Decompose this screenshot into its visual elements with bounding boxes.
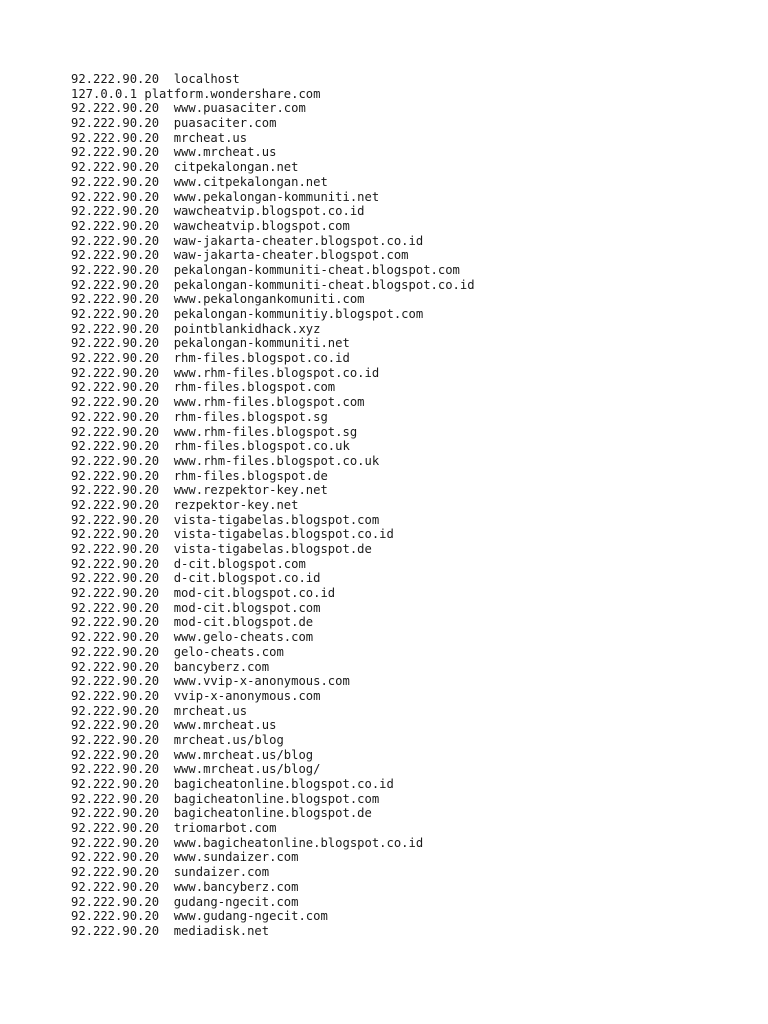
hosts-entry-line: 92.222.90.20 waw-jakarta-cheater.blogspot.co.id [71, 233, 424, 248]
hosts-entry-line: 92.222.90.20 bancyberz.com [71, 659, 270, 674]
hosts-entry-line: 92.222.90.20 gudang-ngecit.com [71, 894, 299, 909]
hosts-entry-line: 92.222.90.20 pekalongan-kommuniti-cheat.blogspot.com [71, 262, 460, 277]
hosts-entry-line: 92.222.90.20 www.rhm-files.blogspot.com [71, 395, 365, 410]
hosts-entry-line: 92.222.90.20 mrcheat.us [71, 130, 248, 145]
hosts-entry-line: 92.222.90.20 rhm-files.blogspot.com [71, 380, 336, 395]
hosts-entry-line: 92.222.90.20 rhm-files.blogspot.co.id [71, 351, 350, 366]
hosts-entry-line: 92.222.90.20 vista-tigabelas.blogspot.com [71, 512, 380, 527]
hosts-entry-line: 92.222.90.20 bagicheatonline.blogspot.com [71, 791, 380, 806]
hosts-entry-line: 92.222.90.20 d-cit.blogspot.com [71, 556, 306, 571]
hosts-entry-line: 127.0.0.1 platform.wondershare.com [71, 86, 321, 101]
hosts-entry-line: 92.222.90.20 www.bagicheatonline.blogspot.co.id [71, 835, 424, 850]
hosts-entry-line: 92.222.90.20 citpekalongan.net [71, 160, 299, 175]
hosts-entry-line: 92.222.90.20 puasaciter.com [71, 116, 277, 131]
hosts-entry-line: 92.222.90.20 www.mrcheat.us/blog/ [71, 762, 321, 777]
hosts-entry-line: 92.222.90.20 www.vvip-x-anonymous.com [71, 674, 350, 689]
hosts-entry-line: 92.222.90.20 localhost [71, 72, 240, 86]
hosts-entry-line: 92.222.90.20 wawcheatvip.blogspot.com [71, 218, 350, 233]
hosts-entry-line: 92.222.90.20 rhm-files.blogspot.de [71, 468, 328, 483]
hosts-entry-line: 92.222.90.20 mod-cit.blogspot.co.id [71, 586, 336, 601]
hosts-entry-line: 92.222.90.20 wawcheatvip.blogspot.co.id [71, 204, 365, 219]
hosts-entry-line: 92.222.90.20 waw-jakarta-cheater.blogspot.com [71, 248, 409, 263]
hosts-entry-line: 92.222.90.20 pekalongan-kommunitiy.blogspot.com [71, 307, 424, 321]
hosts-entry-line: 92.222.90.20 sundaizer.com [71, 865, 270, 880]
hosts-entry-line: 92.222.90.20 triomarbot.com [71, 821, 277, 836]
hosts-entry-line: 92.222.90.20 rhm-files.blogspot.sg [71, 409, 328, 424]
hosts-entry-line: 92.222.90.20 www.rhm-files.blogspot.co.uk [71, 453, 380, 468]
hosts-entry-line: 92.222.90.20 mrcheat.us [71, 703, 248, 718]
hosts-entry-line: 92.222.90.20 rezpektor-key.net [71, 497, 299, 512]
hosts-entry-line: 92.222.90.20 pointblankidhack.xyz [71, 321, 321, 336]
hosts-entry-line: 92.222.90.20 www.gelo-cheats.com [71, 630, 314, 645]
hosts-entry-line: 92.222.90.20 mrcheat.us/blog [71, 732, 284, 747]
hosts-entry-line: 92.222.90.20 rhm-files.blogspot.co.uk [71, 439, 350, 454]
hosts-entry-line: 92.222.90.20 www.mrcheat.us/blog [71, 747, 314, 762]
hosts-entry-line: 92.222.90.20 www.pekalongan-kommuniti.net [71, 189, 380, 204]
hosts-entry-line: 92.222.90.20 mediadisk.net [71, 923, 270, 938]
hosts-entry-line: 92.222.90.20 bagicheatonline.blogspot.de [71, 806, 372, 821]
hosts-entry-line: 92.222.90.20 vista-tigabelas.blogspot.de [71, 542, 372, 556]
hosts-entry-line: 92.222.90.20 d-cit.blogspot.co.id [71, 571, 321, 586]
hosts-entry-line: 92.222.90.20 vvip-x-anonymous.com [71, 688, 321, 703]
hosts-entry-line: 92.222.90.20 www.rezpektor-key.net [71, 483, 328, 498]
hosts-entry-line: 92.222.90.20 www.gudang-ngecit.com [71, 909, 328, 924]
hosts-entry-line: 92.222.90.20 pekalongan-kommuniti-cheat.blogspot.co.id [71, 277, 475, 292]
hosts-file-text [71, 72, 475, 939]
hosts-entry-line: 92.222.90.20 www.mrcheat.us [71, 718, 277, 733]
hosts-entry-line: 92.222.90.20 bagicheatonline.blogspot.co.id [71, 777, 394, 791]
hosts-entry-line: 92.222.90.20 www.sundaizer.com [71, 850, 299, 865]
hosts-entry-line: 92.222.90.20 www.puasaciter.com [71, 101, 306, 116]
hosts-entry-line: 92.222.90.20 vista-tigabelas.blogspot.co.id [71, 527, 394, 542]
hosts-entry-line: 92.222.90.20 www.citpekalongan.net [71, 174, 328, 189]
hosts-entry-line: 92.222.90.20 www.bancyberz.com [71, 879, 299, 894]
hosts-entry-line: 92.222.90.20 www.rhm-files.blogspot.co.id [71, 365, 380, 380]
hosts-entry-line: 92.222.90.20 www.rhm-files.blogspot.sg [71, 424, 358, 439]
hosts-entry-line: 92.222.90.20 mod-cit.blogspot.com [71, 600, 321, 615]
hosts-entry-line: 92.222.90.20 mod-cit.blogspot.de [71, 615, 314, 630]
hosts-entry-line: 92.222.90.20 pekalongan-kommuniti.net [71, 336, 350, 351]
hosts-entry-line: 92.222.90.20 www.pekalongankomuniti.com [71, 292, 365, 307]
hosts-entry-line: 92.222.90.20 www.mrcheat.us [71, 145, 277, 160]
hosts-entry-line: 92.222.90.20 gelo-cheats.com [71, 644, 284, 659]
